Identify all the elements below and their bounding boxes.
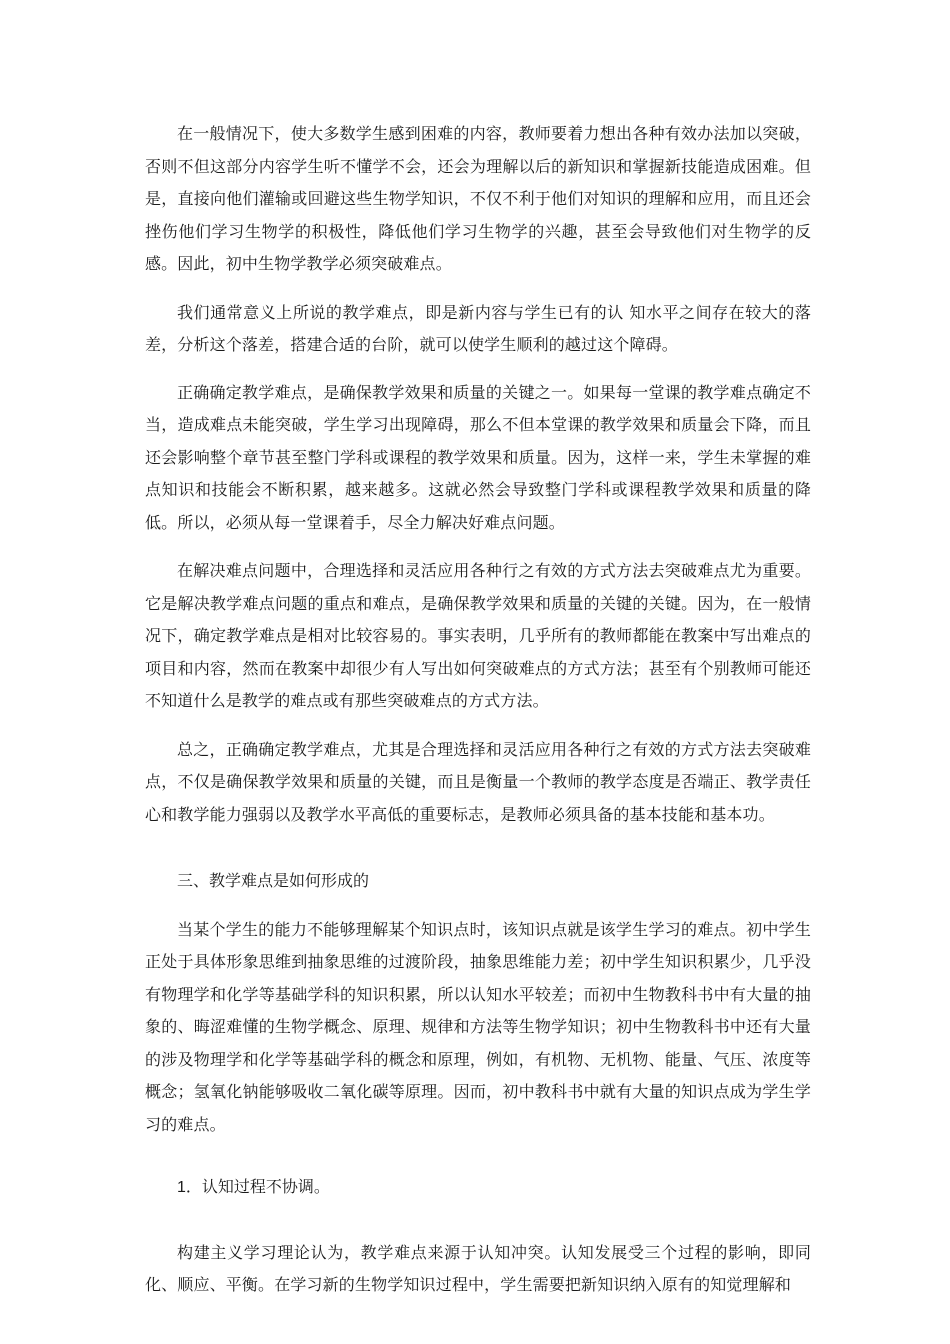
final-paragraph: 构建主义学习理论认为，教学难点来源于认知冲突。认知发展受三个过程的影响，即同化、顺应、平衡。在学习新的生物学知识过程中，学生需要把新知识纳入原有的知觉理解和 [145,1242,811,1294]
list-item [145,1171,811,1205]
paragraph-4: 在解决难点问题中，合理选择和灵活应用各种行之有效的方式方法去突破难点尤为重要。它是解决教学难点问题的重点和难点，是确保教学效果和质量的关键的关键。因为，在一般情况下，确定教学难点是相对比较容易的。事实表明，几乎所有的教师都能在教案中写出难点的项目和内容，然而在教案中却很少有人写出如何突破难点的方式方法；甚至有个别教师可能还不知道什么是教学的难点或有那些突破难点的方式方法。 [145,561,811,710]
paragraph-1: 在一般情况下，使大多数学生感到困难的内容，教师要着力想出各种有效办法加以突破，否则不但这部分内容学生听不懂学不会，还会为理解以后的新知识和掌握新技能造成困难。但是，直接向他们灌输或回避这些生物学知识，不仅不利于他们对知识的理解和应用，而且还会挫伤他们学习生物学的积极性，降低他们学习生物学的兴趣，甚至会导致他们对生物学的反感。因此，初中生物学教学必须突破难点。 [145,124,811,273]
list-item-text: 认知过程不协调。 [201,1177,330,1196]
section-paragraph: 当某个学生的能力不能够理解某个知识点时，该知识点就是该学生学习的难点。初中学生正处于具体形象思维到抽象思维的过渡阶段，抽象思维能力差；初中学生知识积累少，几乎没有物理学和化学等基础学科的知识积累，所以认知水平较差；而初中生物教科书中有大量的抽象的、晦涩难懂的生物学概念、原理、规律和方法等生物学知识；初中生物教科书中还有大量的涉及物理学和化学等基础学科的概念和原理，例如，有机物、无机物、能量、气压、浓度等概念；氢氧化钠能够吸收二氧化碳等原理。因而，初中教科书中就有大量的知识点成为学生学习的难点。 [145,919,811,1134]
section-heading: 三、教学难点是如何形成的 [177,871,370,890]
document-body [145,118,811,1302]
paragraph-2: 我们通常意义上所说的教学难点，即是新内容与学生已有的认 知水平之间存在较大的落差，分析这个落差，搭建合适的台阶，就可以使学生顺利的越过这个障碍。 [145,302,811,354]
paragraph-3: 正确确定教学难点，是确保教学效果和质量的关键之一。如果每一堂课的教学难点确定不当，造成难点未能突破，学生学习出现障碍，那么不但本堂课的教学效果和质量会下降，而且还会影响整个章节甚至整门学科或课程的教学效果和质量。因为，这样一来，学生未掌握的难点知识和技能会不断积累，越来越多。这就必然会导致整门学科或课程教学效果和质量的降低。所以，必须从每一堂课着手，尽全力解决好难点问题。 [145,382,811,532]
list-item-number: 1． [177,1179,202,1196]
paragraph-5: 总之，正确确定教学难点，尤其是合理选择和灵活应用各种行之有效的方式方法去突破难点，不仅是确保教学效果和质量的关键，而且是衡量一个教师的教学态度是否端正、教学责任心和教学能力强弱以及教学水平高低的重要标志，是教师必须具备的基本技能和基本功。 [145,739,811,824]
